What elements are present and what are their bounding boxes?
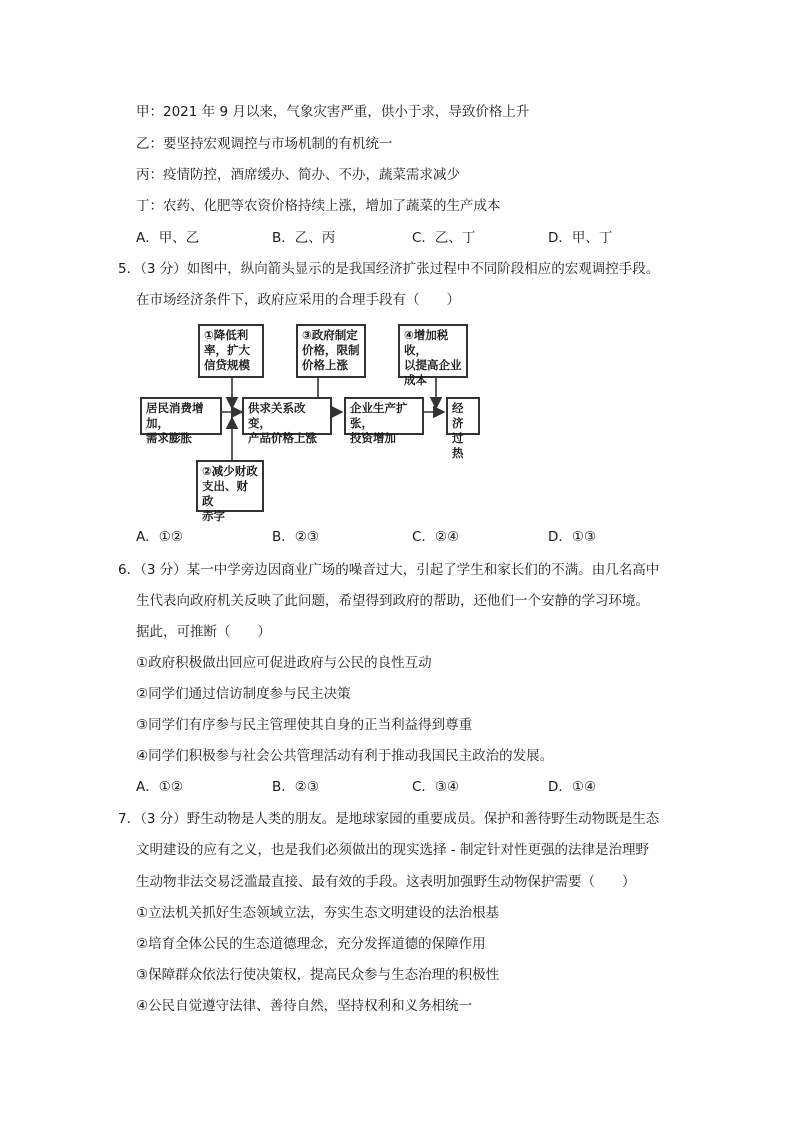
q7-item-4: ④公民自觉遵守法律、善待自然，坚持权利和义务相统一 <box>136 998 473 1014</box>
q4-option-b: B．乙、丙 <box>272 230 336 246</box>
q7-item-1: ①立法机关抓好生态领域立法，夯实生态文明建设的法治根基 <box>136 905 500 921</box>
q5-option-c: C．②④ <box>412 529 460 545</box>
diagram-box-flow-2: 供求关系改变， 产品价格上涨 <box>242 397 332 435</box>
diagram-box-flow-1: 居民消费增加， 需求膨胀 <box>140 397 222 435</box>
q4-item-ding: 丁：农药、化肥等农资价格持续上涨，增加了蔬菜的生产成本 <box>136 198 501 214</box>
q6-stem-line2: 生代表向政府机关反映了此问题，希望得到政府的帮助，还他们一个安静的学习环境。 <box>136 593 649 609</box>
q4-item-jia: 甲：2021 年 9 月以来，气象灾害严重，供小于求，导致价格上升 <box>136 104 530 120</box>
diagram-box-measure-4: ④增加税收， 以提高企业 成本 <box>398 324 468 378</box>
q7-item-2: ②培育全体公民的生态道德理念，充分发挥道德的保障作用 <box>136 936 486 952</box>
q6-option-d: D．①④ <box>548 779 597 795</box>
q6-item-2: ②同学们通过信访制度参与民主决策 <box>136 686 351 702</box>
q5-option-b: B．②③ <box>272 529 319 545</box>
q7-stem-line3: 生动物非法交易泛滥最直接、最有效的手段。这表明加强野生动物保护需要（ ） <box>136 874 636 890</box>
q4-option-d: D．甲、丁 <box>548 230 613 246</box>
q6-item-4: ④同学们积极参与社会公共管理活动有利于推动我国民主政治的发展。 <box>136 748 554 764</box>
diagram-box-flow-3: 企业生产扩张， 投资增加 <box>344 397 424 435</box>
q5-option-a: A．①② <box>136 529 183 545</box>
diagram-box-measure-3: ③政府制定 价格，限制 价格上涨 <box>296 324 366 378</box>
q4-item-bing: 丙：疫情防控，酒席缓办、简办、不办，蔬菜需求减少 <box>136 167 460 183</box>
q6-option-c: C．③④ <box>412 779 460 795</box>
q5-stem-line2: 在市场经济条件下，政府应采用的合理手段有（ ） <box>136 292 460 308</box>
q4-item-yi: 乙：要坚持宏观调控与市场机制的有机统一 <box>136 136 393 152</box>
q5-option-d: D．①③ <box>548 529 597 545</box>
q6-stem-line3: 据此，可推断（ ） <box>136 624 271 640</box>
q6-option-a: A．①② <box>136 779 183 795</box>
q4-option-a: A．甲、乙 <box>136 230 200 246</box>
diagram-box-flow-4: 经济 过热 <box>446 397 480 435</box>
q7-item-3: ③保障群众依法行使决策权，提高民众参与生态治理的积极性 <box>136 967 500 983</box>
q6-item-3: ③同学们有序参与民主管理使其自身的正当利益得到尊重 <box>136 717 473 733</box>
q5-stem-line1: 5．（3 分）如图中，纵向箭头显示的是我国经济扩张过程中不同阶段相应的宏观调控手段。 <box>118 261 660 277</box>
q4-option-c: C．乙、丁 <box>412 230 476 246</box>
q7-stem-line2: 文明建设的应有之义，也是我们必须做出的现实选择 - 制定针对性更强的法律是治理野 <box>136 842 649 858</box>
q7-stem-line1: 7．（3 分）野生动物是人类的朋友。是地球家园的重要成员。保护和善待野生动物既是生态 <box>118 811 660 827</box>
q6-stem-line1: 6．（3 分）某一中学旁边因商业广场的噪音过大，引起了学生和家长们的不满。由几名高中 <box>118 562 660 578</box>
q6-option-b: B．②③ <box>272 779 319 795</box>
q6-item-1: ①政府积极做出回应可促进政府与公民的良性互动 <box>136 655 432 671</box>
diagram-box-measure-1: ①降低利 率，扩大 信贷规模 <box>198 324 264 378</box>
diagram-box-measure-2: ②减少财政 支出、财政 赤字 <box>196 460 264 512</box>
